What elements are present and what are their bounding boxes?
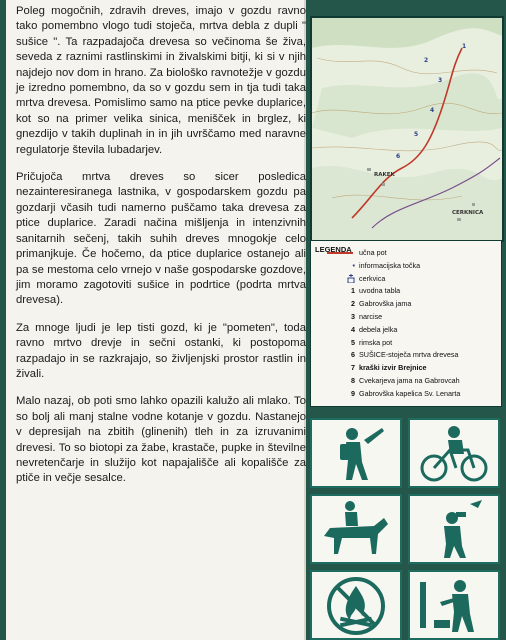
paragraph-3: Za mnoge ljudi je lep tisti gozd, ki je "pometen", toda ravno mrtvo drevje in sečni ostanki, ki postopoma razpadajo in se razkrajajo, so življenjski prostor rastlin in živali. (16, 321, 306, 380)
legend-item (315, 311, 499, 322)
horse-rider-icon (310, 494, 402, 564)
legend-symbol (315, 273, 355, 284)
woodcutter-icon (408, 570, 500, 640)
map-label-cerknica: CERKNICA (452, 210, 484, 216)
svg-text:5: 5 (414, 131, 419, 138)
legend-symbol: 2 (351, 299, 355, 309)
legend-item (315, 285, 499, 296)
legend-label: debela jelka (359, 324, 398, 334)
legend-item (315, 298, 499, 309)
no-fire-icon (310, 570, 402, 640)
map-legend (310, 240, 502, 407)
map-label-rakek: RAKEK (374, 172, 395, 178)
legend-symbol: 3 (351, 312, 355, 321)
bird-watcher-icon (408, 494, 500, 564)
legend-item (315, 375, 499, 386)
legend-symbol: 8 (351, 376, 355, 385)
legend-label: rimska pot (359, 337, 393, 347)
legend-label: SUŠICE-stoječa mrtva drevesa (359, 350, 459, 360)
paragraph-1: Poleg mogočnih, zdravih dreves, imajo v gozdu ravno tako pomembno vlogo tudi stoječa, mrtva debla z dupli " sušice ". Ta razpadajoča drevesa so večinoma še živa, seveda z raznimi rastlinskimi in živalskimi bitji, ki si v njih najdejo nov dom in hrano. Za biološko ravnotežje v gozdu je izredno pomembno, da so v gozdu sem in tja tudi taka mrtva drevesa. Pomislimo samo na ptice pevke duplarice, kot so na primer velika sinica, menišček in brglez, ki gnezdijo v takih duplinah in in jih uvrščamo med naravne regulatorje števila lubadarjev. (16, 5, 306, 156)
legend-symbol: 9 (351, 388, 355, 398)
paragraph-4: Malo nazaj, ob poti smo lahko opazili kalužo ali mlako. To so bolj ali manj stalne vodne kotanje v gozdu. Nastanejo v depresijah na zbitih (glinenih) tleh in za izruvanimi drevesi. To so biotopi za žabe, krastače, pupke in številne nevretenčarje in služijo kot napajališče ali kopališče za ptiče in večje sesalce. (16, 395, 306, 485)
legend-item (315, 362, 499, 373)
pictogram-grid (310, 418, 500, 640)
legend-item (315, 260, 499, 271)
svg-text:1: 1 (462, 43, 467, 50)
legend-item (315, 324, 499, 335)
svg-text:3: 3 (438, 77, 443, 84)
legend-label: Cvekarjeva jama na Gabrovcah (359, 376, 460, 385)
hiker-icon (310, 418, 402, 488)
legend-symbol: • (352, 260, 355, 270)
paragraph-2: Pričujoča mrtva dreves so sicer posledica nezainteresiranega lastnika, v gospodarskem gozdu pa gozdarji včasih tudi namerno puščamo taka drevesa za ptice duplarice. Zaradi načina mišljenja in intenzivnih sanitarnih sečenj, takih suhih dreves mnogokje celo primanjkuje. Če hočemo, da ptice duplarice ostanejo ali pa se mestoma celo vrnejo v naše gospodarske gozdove, jim moramo zagotoviti sušice in podrtice (podrta mrtva drevesa). (16, 171, 306, 307)
legend-title: LEGENDA (315, 245, 352, 254)
right-column (308, 0, 506, 640)
legend-label: učna pot (359, 248, 387, 257)
legend-label: uvodna tabla (359, 286, 401, 296)
text-panel (6, 0, 306, 640)
legend-symbol: 1 (351, 286, 355, 296)
legend-label: informacijska točka (359, 260, 421, 270)
body-text (16, 4, 306, 499)
legend-item (315, 273, 499, 284)
legend-symbol: 4 (351, 324, 355, 334)
legend-label: cerkvica (359, 273, 386, 283)
legend-item (315, 388, 499, 399)
legend-label: Gabrovška jama (359, 299, 412, 309)
legend-label: Gabrovška kapelica Sv. Lenarta (359, 388, 461, 398)
legend-symbol (315, 247, 355, 258)
legend-item (315, 247, 499, 258)
legend-symbol: 5 (351, 337, 355, 347)
svg-text:4: 4 (430, 107, 435, 114)
legend-label: kraški izvir Brejnice (359, 363, 427, 373)
trail-map (310, 16, 504, 242)
legend-item (315, 337, 499, 348)
legend-symbol: 7 (351, 363, 355, 373)
svg-text:6: 6 (396, 153, 401, 160)
map-graphic (312, 18, 502, 240)
legend-item (315, 349, 499, 360)
svg-text:2: 2 (424, 57, 429, 64)
legend-label: narcise (359, 312, 383, 321)
legend-symbol: 6 (351, 350, 355, 360)
cyclist-icon (408, 418, 500, 488)
